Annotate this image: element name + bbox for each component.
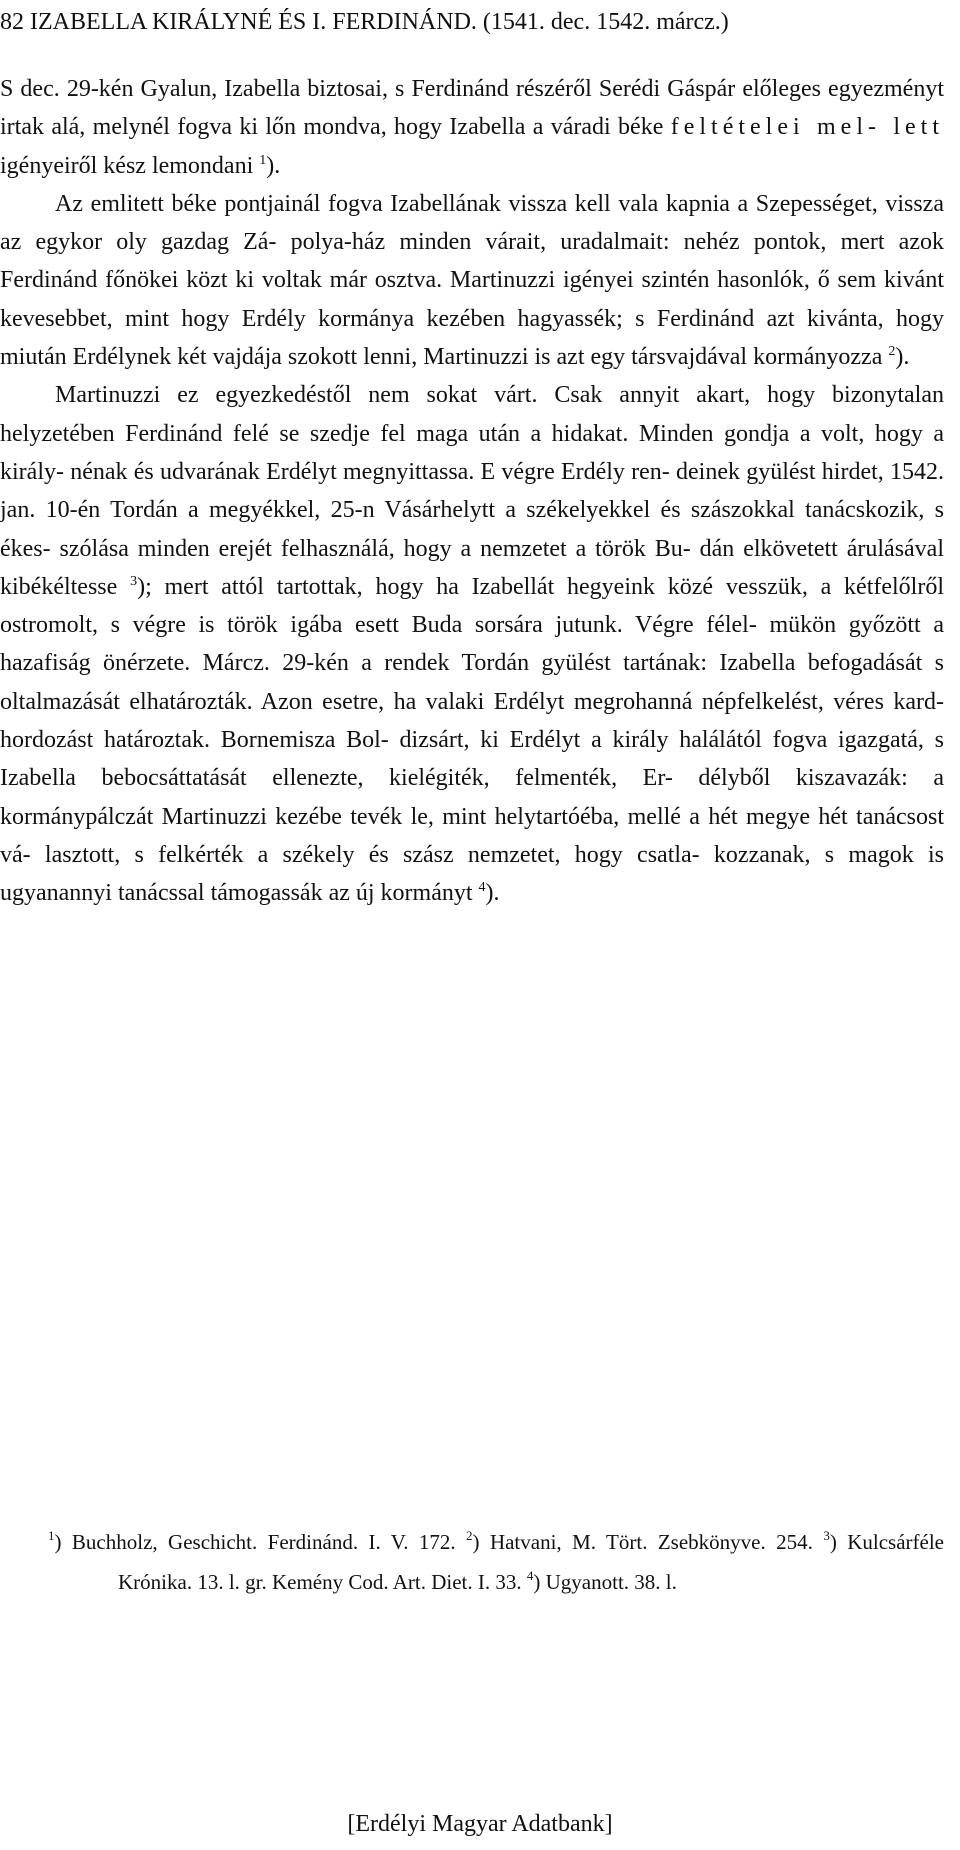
footnote-ref-2: 2 [888,344,896,360]
footnote-number-4: 4 [526,1568,534,1583]
footnote-ref-3: 3 [130,573,138,589]
source-label: [Erdélyi Magyar Adatbank] [347,1811,613,1837]
paragraph-2 [0,185,944,376]
paragraph-3-text-a: Martinuzzi ez egyezkedéstől nem sokat várt. Csak annyit akart, hogy bizonytalan helyzetében Ferdinánd felé se szedje fel maga után a hidakat. Minden gondja a volt, hogy a király- nénak és udvarának Erdélyt megnyittassa. E végre Erdély ren- deinek gyülést hirdet, 1542. jan. 10-én Tordán a megyékkel, 25-n Vásárhelytt a székelyekkel és szászokkal tanácskozik, s ékes- szólása minden erejét felhasználá, hogy a nemzetet a török Bu- dán elkövetett árulásával kibékéltesse [0,382,944,600]
paragraph-1-text-b: igényeiről kész lemondani [0,152,260,179]
main-text [0,70,944,913]
footnote-text-1: ) Buchholz, Geschicht. Ferdinánd. I. V. 172. [54,1530,467,1554]
paragraph-1-spaced-text: feltételei mel- lett [670,114,945,141]
paragraph-3-text-c: ). [485,880,500,907]
paragraph-2-text-a: Az emlitett béke pontjainál fogva Izabellának vissza kell vala kapnia a Szepességet, vissza az egykor oly gazdag Zá- polya-ház minden várait, uradalmait: nehéz pontok, mert azok Ferdinánd főnökei közt ki voltak már osztva. Martinuzzi igényei szintén hasonlók, ő sem kivánt kevesebbet, mint hogy Erdély kormánya kezében hagyassék; s Ferdinánd azt kivánta, hogy miután Erdélynek két vajdája szokott lenni, Martinuzzi is azt egy társvajdával kormányozza [0,190,944,371]
footnote-block [0,1522,944,1602]
paragraph-1 [0,70,944,185]
footnote-text-2: ) Hatvani, M. Tört. Zsebkönyve. 254. [472,1530,824,1554]
footnote-text-3: ) Kulcsárféle Krónika. 13. l. gr. Kemény Cod. Art. Diet. I. 33. [118,1530,945,1594]
paragraph-1-text-a: S dec. 29-kén Gyalun, Izabella biztosai, s Ferdinánd részéről Serédi Gáspár előleges egyezményt irtak alá, melynél fogva ki lőn mondva, hogy Izabella a váradi béke [0,76,944,141]
footnote-ref-4: 4 [478,880,486,896]
paragraph-1-text-c: ). [266,152,281,179]
footnote-number-2: 2 [466,1528,473,1543]
footnote-number-3: 3 [823,1528,830,1543]
paragraph-3-text-b: ); mert attól tartottak, hogy ha Izabellát hegyeink közé vesszük, a kétfelőlről ostromolt, s végre is török igába esett Buda sorsára jutunk. Végre félel- mükön győzött a hazafiság önérzete. Márcz. 29-kén a rendek Tordán gyülést tartának: Izabella befogadását s oltalmazását elhatározták. Azon esetre, ha valaki Erdélyt megrohanná népfelkelést, véres kard-hordozást határoztak. Bornemisza Bol- dizsárt, ki Erdélyt a király halálától fogva igazgatá, s Izabella bebocsáttatását ellenezte, kielégiték, felmenték, Er- délyből kiszavazák: a kormánypálczát Martinuzzi kezébe tevék le, mint helytartóéba, mellé a hét megye hét tanácsost vá- lasztott, s felkérték a székely és szász nemzetet, hogy csatla- kozzanak, s magok is ugyanannyi tanácssal támogassák az új kormányt [0,573,944,907]
running-head: 82 IZABELLA KIRÁLYNÉ ÉS I. FERDINÁND. (1541. dec. 1542. márcz.) [0,9,729,35]
paragraph-2-text-b: ). [895,344,910,371]
paragraph-3 [0,376,944,912]
footnote-number-1: 1 [48,1528,55,1543]
footnotes [0,1522,944,1602]
footnote-text-4: ) Ugyanott. 38. l. [533,1570,677,1594]
footnote-ref-1: 1 [259,152,267,168]
